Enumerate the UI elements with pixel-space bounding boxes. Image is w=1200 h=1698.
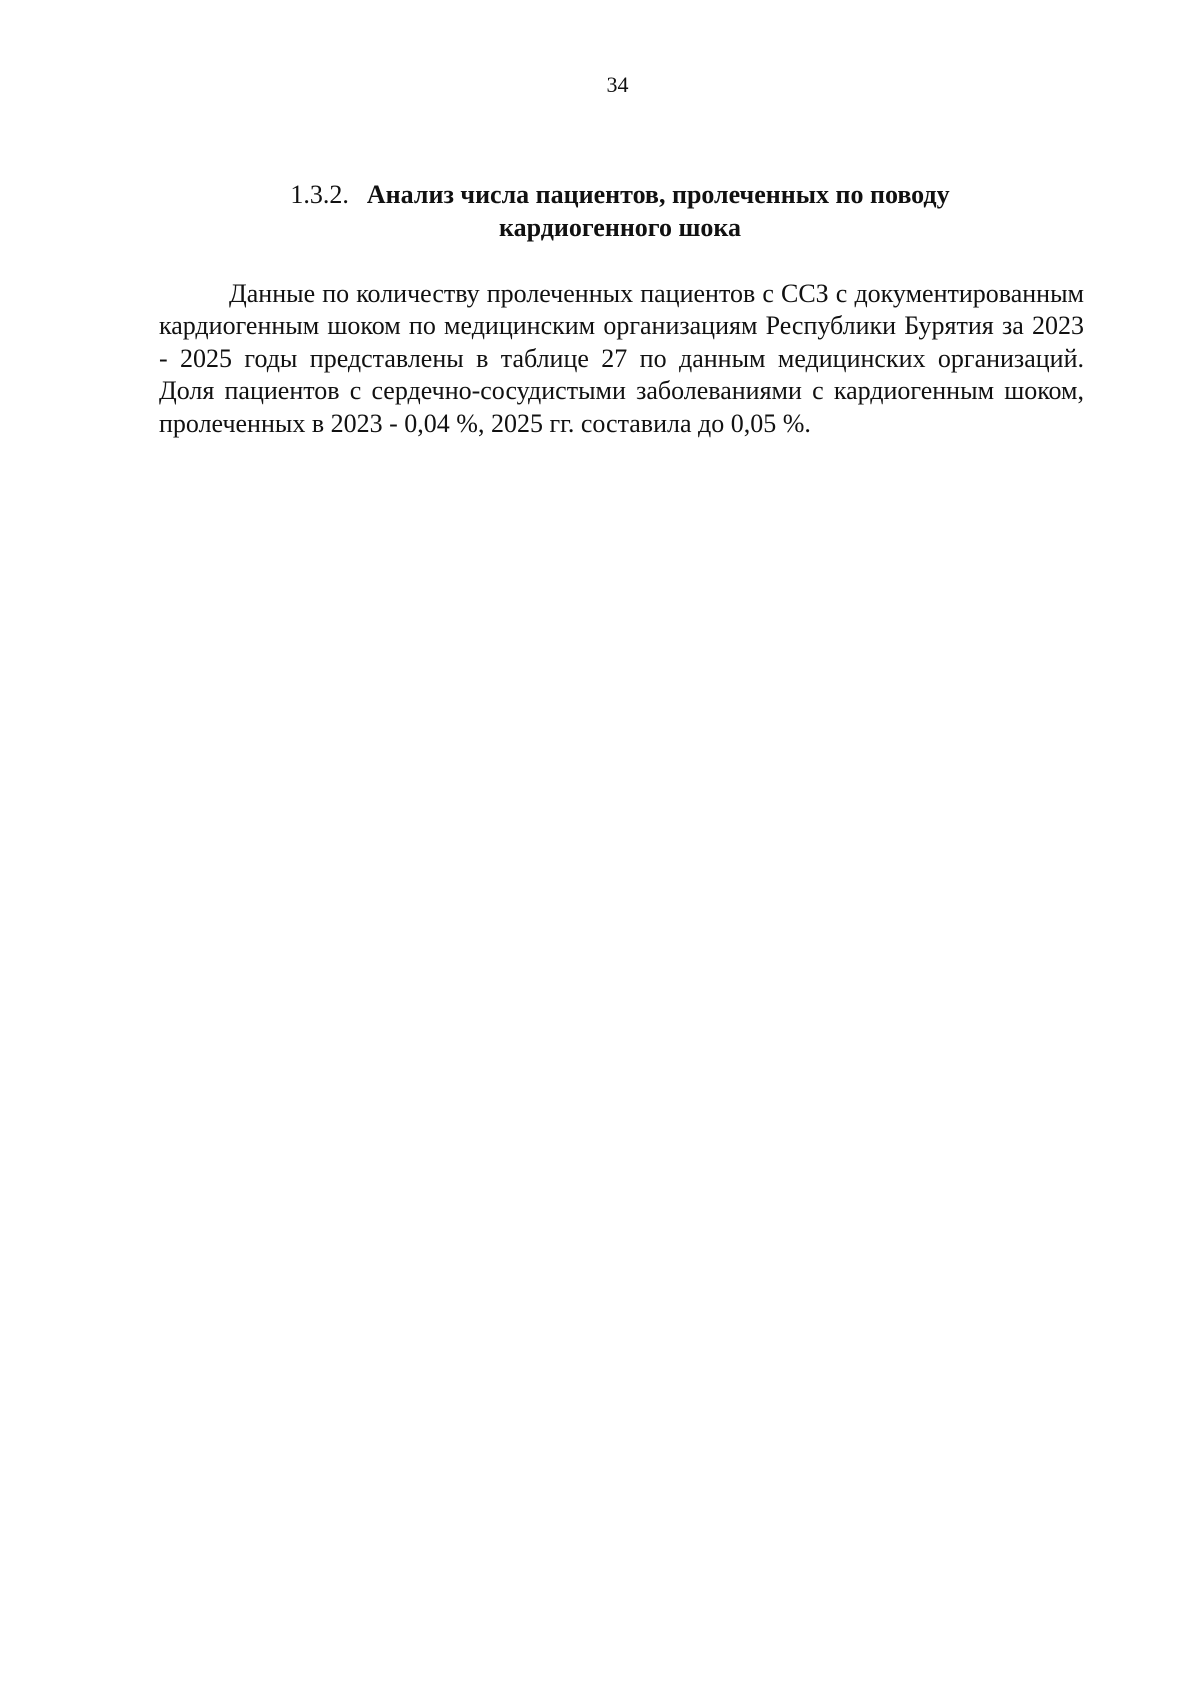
section-number: 1.3.2. [290, 180, 349, 209]
section-title-line2: кардиогенного шока [499, 213, 741, 242]
section-title-line1: Анализ числа пациентов, пролеченных по поводу [366, 180, 950, 209]
section-heading [160, 178, 1080, 244]
page-number: 34 [606, 72, 629, 97]
body-paragraph: Данные по количеству пролеченных пациентов с ССЗ с документированным кардиогенным шоком по медицинским организациям Республики Бурятия за 2023 - 2025 годы представлены в таблице 27 по данным медицинских организаций. Доля пациентов с сердечно-сосудистыми заболеваниями с кардиогенным шоком, пролеченных в 2023 - 0,04 %, 2025 гг. составила до 0,05 %. [159, 279, 1084, 438]
